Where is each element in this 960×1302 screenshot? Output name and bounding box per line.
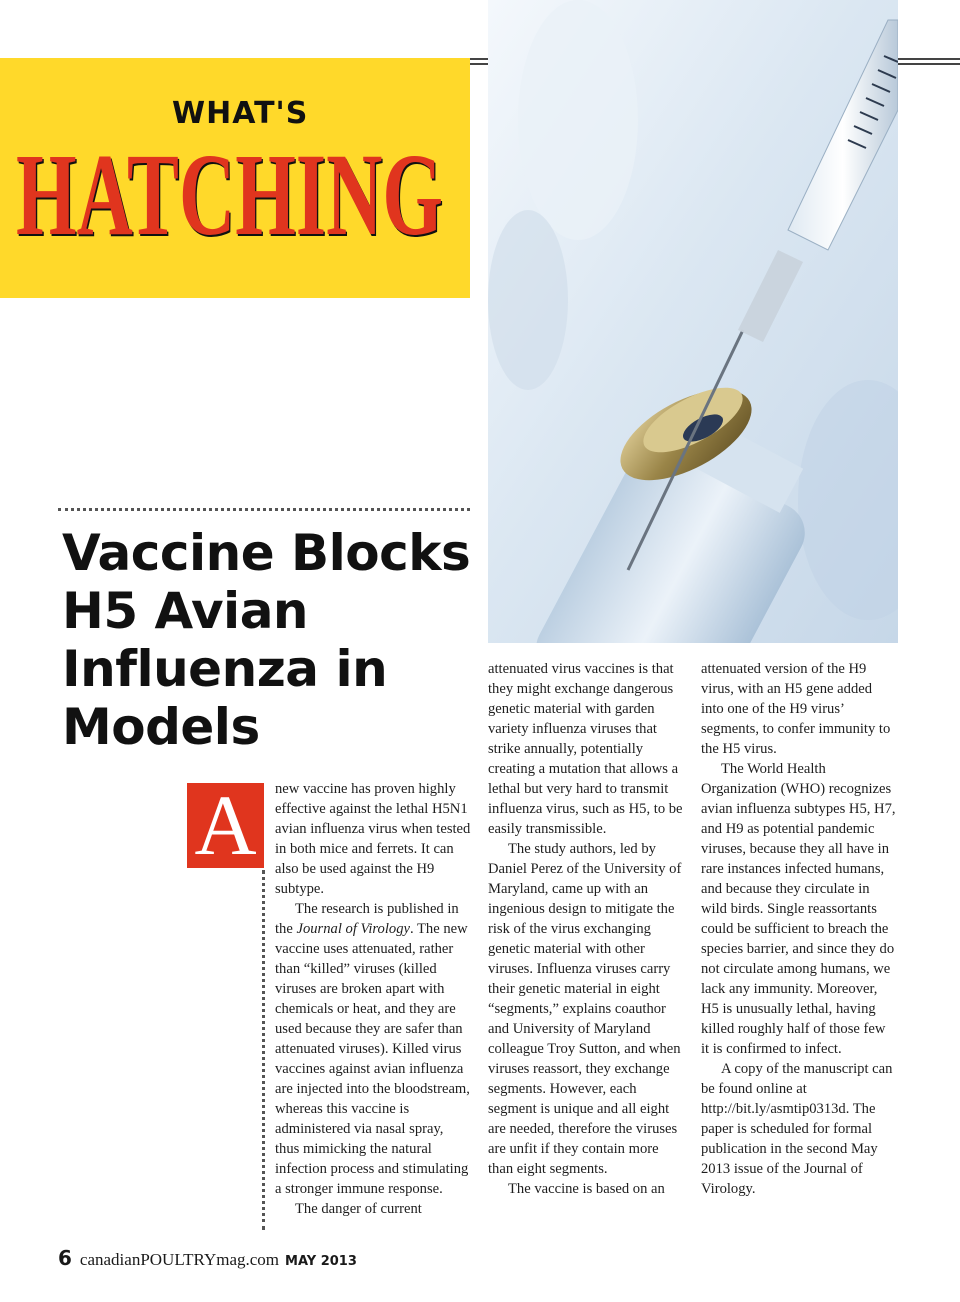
- journal-title: Journal of Virology: [296, 921, 410, 937]
- body-column-2: [488, 659, 684, 1199]
- headline-rule: [58, 508, 470, 511]
- body-column-3: [701, 659, 897, 1199]
- paragraph: attenuated virus vaccines is that they might exchange dangerous genetic material with garden variety influenza viruses that strike annually, potentially creating a mutation that allows a lethal but very hard to transmit influenza virus, such as H5, to be easily transmissible.: [488, 661, 683, 837]
- page-number: 6: [58, 1246, 72, 1270]
- paragraph: attenuated version of the H9 virus, with an H5 gene added into one of the H9 virus’ segments, to confer immunity to the H5 virus.: [701, 661, 891, 757]
- paragraph: The danger of current: [295, 1201, 422, 1217]
- section-title: HATCHING: [16, 129, 443, 260]
- drop-cap: A: [187, 783, 264, 868]
- paragraph: new vaccine has proven highly effective against the lethal H5N1 avian influenza virus when tested in both mice and ferrets. It can also be used against the H9 subtype.: [275, 781, 471, 897]
- website-link[interactable]: canadianPOULTRYmag.com: [79, 1250, 280, 1269]
- paragraph: The World Health Organization (WHO) recognizes avian influenza subtypes H5, H7, and H9 as potential pandemic viruses, because they all have in rare instances infected humans, and because they circulate in wild birds. Single reassortants could be sufficient to breach the species barrier, and since they do not circulate among humans, we lack any immunity. Moreover, H5 is unusually lethal, having killed roughly half of those few it is confirmed to infect.: [701, 761, 896, 1057]
- column-divider: [262, 870, 265, 1230]
- section-kicker: WHAT'S: [172, 96, 309, 131]
- paragraph: The vaccine is based on an: [508, 1181, 665, 1197]
- paragraph: The research is published in the Journal of Virology. The new vaccine uses attenuated, rather than “killed” viruses (killed viruses are broken apart with chemicals or heat, and they are used because they are safer than attenuated viruses). Killed virus vaccines against avian influenza are injected into the bloodstream, whereas this vaccine is administered via nasal spray, thus mimicking the natural infection process and stimulating a stronger immune response.: [275, 901, 470, 1197]
- paragraph: A copy of the manuscript can be found online at http://bit.ly/asmtip0313d. The paper is scheduled for formal publication in the second May 2013 issue of the Journal of Virology.: [701, 1061, 893, 1197]
- body-column-1: [275, 779, 471, 1219]
- paragraph: The study authors, led by Daniel Perez of the University of Maryland, came up with an ingenious design to mitigate the risk of the virus exchanging genetic material with other viruses. Influenza viruses carry their genetic material in eight “segments,” explains coauthor and University of Maryland colleague Troy Sutton, and when viruses reassort, they exchange segments. However, each segment is unique and all eight are needed, therefore the viruses are unfit if they contain more than eight segments.: [488, 841, 682, 1177]
- page-footer: [58, 1246, 357, 1270]
- issue-date: MAY 2013: [285, 1254, 357, 1269]
- syringe-vial-photo: [488, 0, 898, 643]
- article-headline: Vaccine Blocks H5 Avian Influenza in Models: [62, 524, 471, 756]
